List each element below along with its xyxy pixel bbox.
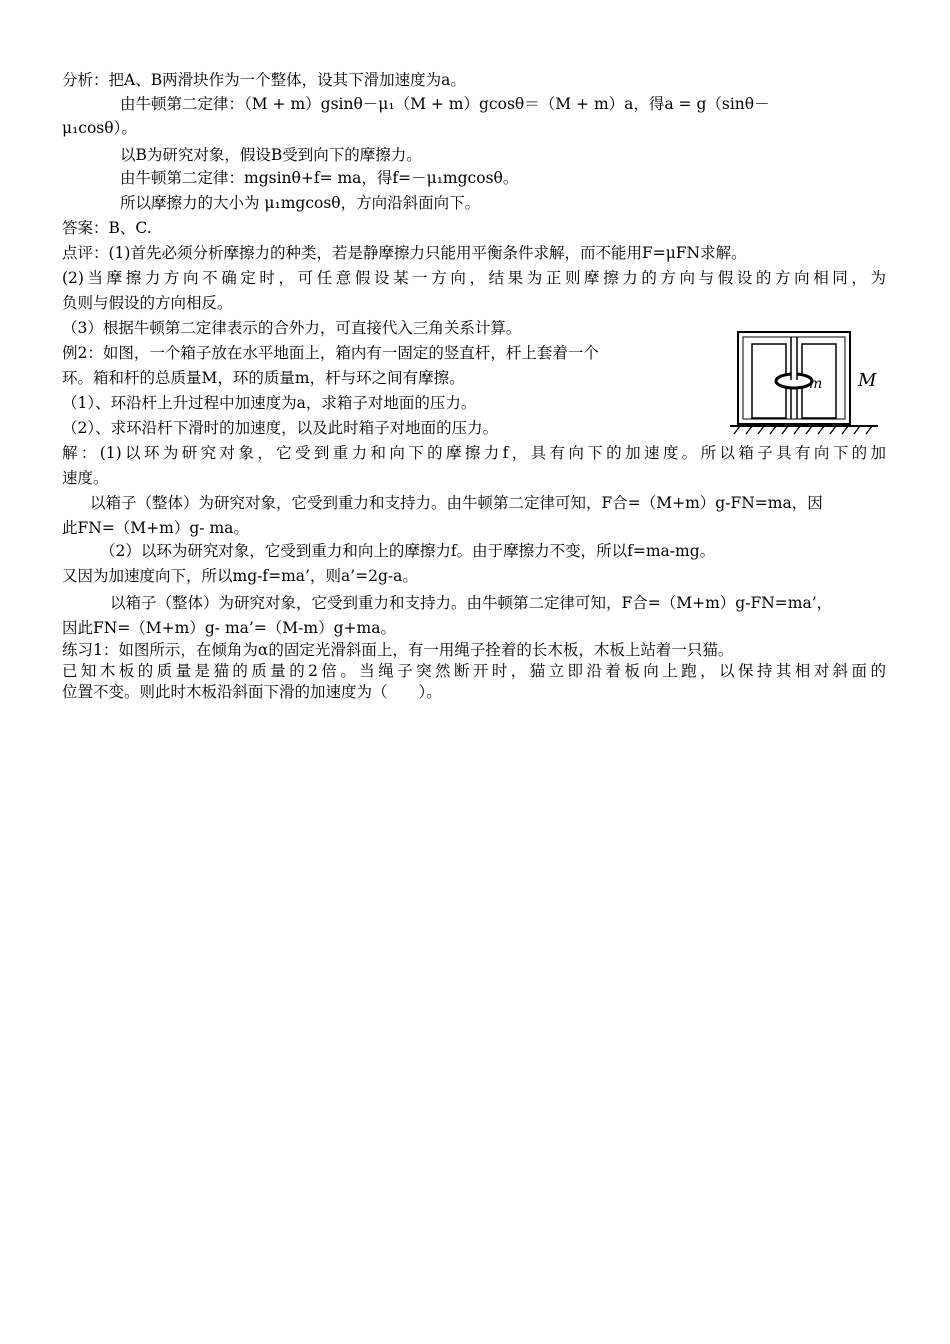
ground-hatching	[734, 426, 872, 434]
ring-label: m	[809, 376, 823, 392]
comment-line-2: (2)当摩擦力方向不确定时，可任意假设某一方向，结果为正则摩擦力的方向与假设的方向相同，为	[62, 269, 886, 287]
solution-normal-force-2: 因此FN=（M+m）g- ma’=（M-m）g+ma。	[62, 619, 396, 637]
equation-continuation: μ₁cosθ）。	[62, 119, 137, 137]
example-2-question-1: （1）、环沿杆上升过程中加速度为a，求箱子对地面的压力。	[62, 394, 477, 412]
newton-law-equation: 由牛顿第二定律：（M + m）gsinθ－μ₁（M + m）gcosθ＝（M + m）a，得a = g（sinθ－	[120, 95, 770, 113]
exercise-1-line-1: 练习1：如图所示，在倾角为α的固定光滑斜面上，有一用绳子拴着的长木板，木板上站着一只猫。	[62, 641, 734, 659]
comment-line-1: 点评：(1)首先必须分析摩擦力的种类，若是静摩擦力只能用平衡条件求解，而不能用F=μFN求解。	[62, 244, 747, 262]
exercise-1-line-3: 位置不变。则此时木板沿斜面下滑的加速度为（ ）。	[62, 683, 442, 701]
example-2-question-2: （2）、求环沿杆下滑时的加速度，以及此时箱子对地面的压力。	[62, 419, 499, 437]
solution-line-1: 解：(1)以环为研究对象，它受到重力和向下的摩擦力f，具有向下的加速度。所以箱子具有向下的加	[62, 444, 886, 462]
comment-line-3: 负则与假设的方向相反。	[62, 294, 233, 312]
box-label: M	[858, 370, 877, 391]
analysis-line: 分析：把A、B两滑块作为一个整体，设其下滑加速度为a。	[62, 71, 466, 89]
assumption-line: 以B为研究对象，假设B受到向下的摩擦力。	[120, 146, 422, 164]
solution-normal-force: 此FN=（M+m）g- ma。	[62, 519, 249, 537]
comment-line-4: （3）根据牛顿第二定律表示的合外力，可直接代入三角关系计算。	[62, 319, 522, 337]
example-2-intro: 例2：如图，一个箱子放在水平地面上，箱内有一固定的竖直杆，杆上套着一个	[62, 344, 599, 362]
solution-line-2: 速度。	[62, 469, 109, 487]
exercise-1-line-2: 已知木板的质量是猫的质量的2倍。当绳子突然断开时，猫立即沿着板向上跑，以保持其相对斜面的	[62, 662, 886, 680]
newton-law-b: 由牛顿第二定律：mgsinθ+f= ma，得f=－μ₁mgcosθ。	[120, 169, 519, 187]
solution-box-equation: 以箱子（整体）为研究对象，它受到重力和支持力。由牛顿第二定律可知，F合=（M+m）g-FN=ma，因	[90, 494, 823, 512]
example-2-setup: 环。箱和杆的总质量M，环的质量m，杆与环之间有摩擦。	[62, 369, 465, 387]
solution-part-2: （2）以环为研究对象，它受到重力和向上的摩擦力f。由于摩擦力不变，所以f=ma-mg。	[100, 542, 716, 560]
solution-box-equation-2: 以箱子（整体）为研究对象，它受到重力和支持力。由牛顿第二定律可知，F合=（M+m）g-FN=ma’，	[110, 594, 833, 612]
box-rod-ring-figure	[728, 328, 888, 440]
answer-line: 答案：B、C.	[62, 219, 152, 237]
friction-conclusion: 所以摩擦力的大小为 μ₁mgcosθ，方向沿斜面向下。	[120, 194, 481, 212]
solution-acceleration: 又因为加速度向下，所以mg-f=ma’，则a’=2g-a。	[62, 567, 418, 585]
rod-cover	[791, 372, 797, 380]
